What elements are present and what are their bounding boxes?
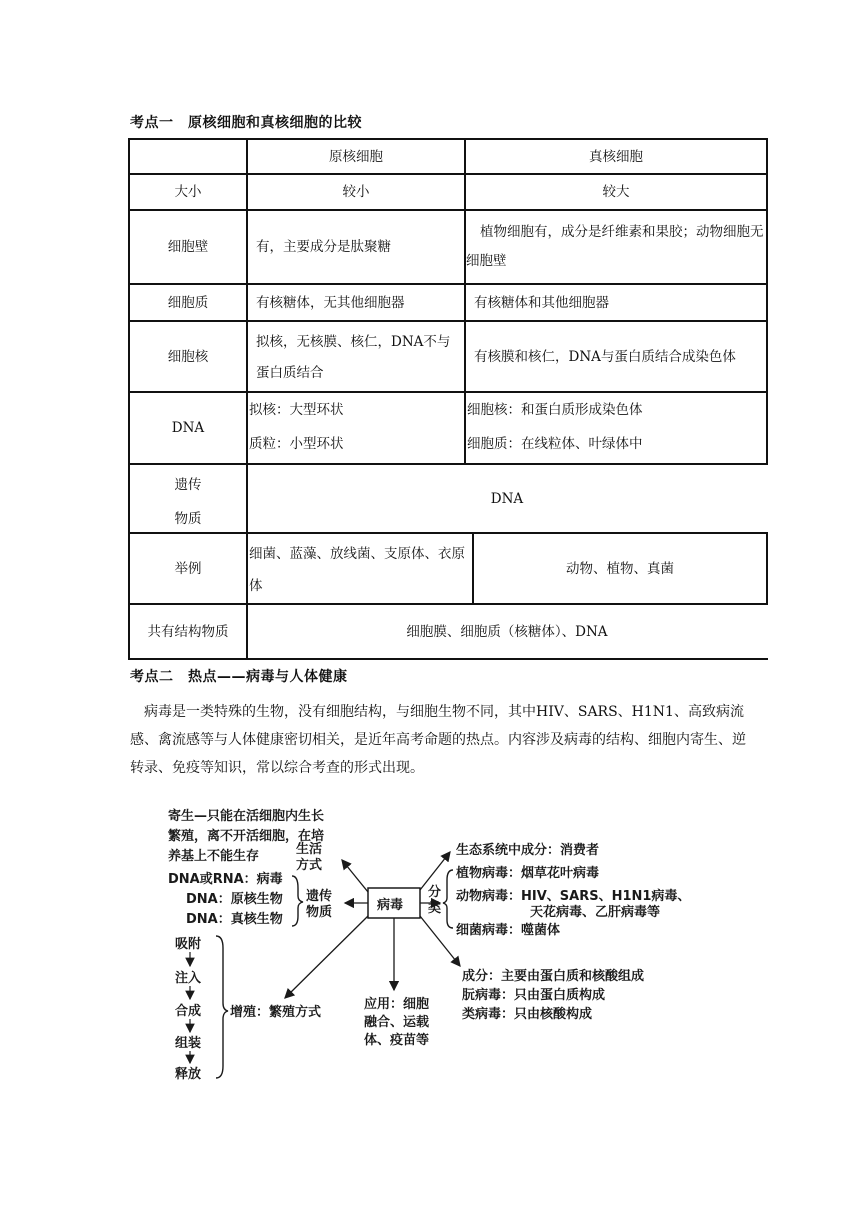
examples-prokaryote: 细菌、蓝藻、放线菌、支原体、衣原体 bbox=[249, 546, 465, 594]
examples-eukaryote: 动物、植物、真菌 bbox=[566, 560, 674, 577]
virus-paragraph: 病毒是一类特殊的生物，没有细胞结构，与细胞生物不同，其中HIV、SARS、H1N1、高致病流感、禽流感等与人体健康密切相关，是近年高考命题的热点。内容涉及病毒的结构、细胞内寄生、逆转录、免疫等知识，常以综合考查的形式出现。 bbox=[130, 704, 746, 776]
row-label-genetic-material-line2: 物质 bbox=[174, 511, 202, 527]
genetic-label-2: 物质 bbox=[306, 905, 333, 920]
reproduction-label: 增殖：繁殖方式 bbox=[230, 1005, 322, 1020]
row-label-cytoplasm: 细胞质 bbox=[167, 294, 209, 311]
composition-line2: 朊病毒：只由蛋白质构成 bbox=[462, 988, 606, 1003]
cell-wall-prokaryote: 有，主要成分是肽聚糖 bbox=[256, 239, 391, 255]
virus-center-label: 病毒 bbox=[377, 898, 404, 913]
step-release: 释放 bbox=[175, 1067, 202, 1082]
section-two-title: 考点二 热点——病毒与人体健康 bbox=[130, 669, 348, 685]
plant-virus: 植物病毒：烟草花叶病毒 bbox=[456, 866, 600, 881]
composition-line1: 成分：主要由蛋白质和核酸组成 bbox=[462, 969, 645, 984]
section-one-title: 考点一 原核细胞和真核细胞的比较 bbox=[130, 115, 362, 131]
cell-wall-eukaryote: 植物细胞有，成分是纤维素和果胶；动物细胞无细胞壁 bbox=[466, 224, 764, 269]
parasite-line2: 繁殖，离不开活细胞，在培 bbox=[168, 829, 325, 844]
lifestyle-label-2: 方式 bbox=[296, 858, 323, 873]
row-label-size: 大小 bbox=[174, 184, 202, 200]
nucleus-eukaryote: 有核膜和核仁，DNA与蛋白质结合成染色体 bbox=[474, 348, 736, 365]
arrow-lifestyle bbox=[342, 860, 368, 892]
classify-label-1: 分 bbox=[428, 885, 442, 900]
composition-line3: 类病毒：只由核酸构成 bbox=[462, 1007, 593, 1022]
arrow-reproduction bbox=[285, 916, 368, 998]
header-eukaryote: 真核细胞 bbox=[589, 148, 643, 165]
ecosystem-role: 生态系统中成分：消费者 bbox=[456, 843, 600, 858]
lifestyle-label-1: 生活 bbox=[296, 842, 323, 857]
row-label-examples: 举例 bbox=[174, 560, 202, 577]
arrow-composition bbox=[420, 916, 460, 966]
virus-concept-diagram bbox=[160, 798, 720, 1083]
cytoplasm-eukaryote: 有核糖体和其他细胞器 bbox=[474, 294, 609, 311]
step-synthesis: 合成 bbox=[175, 1004, 202, 1019]
row-label-dna: DNA bbox=[171, 420, 205, 436]
cell-size-prokaryote: 较小 bbox=[342, 184, 370, 200]
step-assembly: 组装 bbox=[175, 1036, 202, 1051]
row-label-shared-structures: 共有结构物质 bbox=[147, 623, 229, 640]
genetic-item-3: DNA：真核生物 bbox=[186, 912, 283, 927]
genetic-label-1: 遗传 bbox=[306, 889, 333, 904]
application-line1: 应用：细胞 bbox=[364, 997, 430, 1012]
dna-prokaryote-nucleoid: 拟核：大型环状 bbox=[249, 402, 344, 418]
row-label-genetic-material bbox=[130, 468, 246, 536]
step-adsorption: 吸附 bbox=[175, 937, 202, 952]
genetic-brace bbox=[292, 876, 303, 926]
application-line2: 融合、运载 bbox=[364, 1015, 430, 1030]
row-label-nucleus: 细胞核 bbox=[167, 348, 209, 365]
cell-size-eukaryote: 较大 bbox=[602, 184, 630, 200]
cytoplasm-prokaryote: 有核糖体，无其他细胞器 bbox=[256, 294, 405, 311]
reproduction-brace bbox=[216, 936, 228, 1078]
dna-eukaryote-cytoplasm: 细胞质：在线粒体、叶绿体中 bbox=[467, 436, 643, 452]
classify-brace bbox=[443, 870, 453, 928]
bacterial-virus: 细菌病毒：噬菌体 bbox=[456, 923, 561, 938]
dna-eukaryote-nucleus: 细胞核：和蛋白质形成染色体 bbox=[467, 402, 643, 418]
step-injection: 注入 bbox=[175, 971, 202, 986]
animal-virus-line1: 动物病毒：HIV、SARS、H1N1病毒、 bbox=[456, 889, 691, 904]
shared-structures-value: 细胞膜、细胞质（核糖体）、DNA bbox=[406, 623, 608, 640]
nucleus-prokaryote: 拟核，无核膜、核仁，DNA不与蛋白质结合 bbox=[256, 334, 451, 381]
genetic-item-1: DNA或RNA：病毒 bbox=[168, 872, 283, 887]
row-label-cell-wall: 细胞壁 bbox=[167, 239, 209, 255]
application-line3: 体、疫苗等 bbox=[364, 1033, 430, 1048]
genetic-material-value: DNA bbox=[490, 490, 524, 507]
genetic-item-2: DNA：原核生物 bbox=[186, 892, 283, 907]
parasite-line3: 养基上不能生存 bbox=[168, 849, 260, 864]
classify-label-2: 类 bbox=[428, 901, 442, 916]
animal-virus-line2: 天花病毒、乙肝病毒等 bbox=[530, 905, 661, 920]
parasite-line1: 寄生—只能在活细胞内生长 bbox=[168, 809, 325, 824]
header-prokaryote: 原核细胞 bbox=[329, 148, 383, 165]
dna-prokaryote-plasmid: 质粒：小型环状 bbox=[249, 436, 344, 452]
row-label-genetic-material-line1: 遗传 bbox=[174, 477, 202, 493]
